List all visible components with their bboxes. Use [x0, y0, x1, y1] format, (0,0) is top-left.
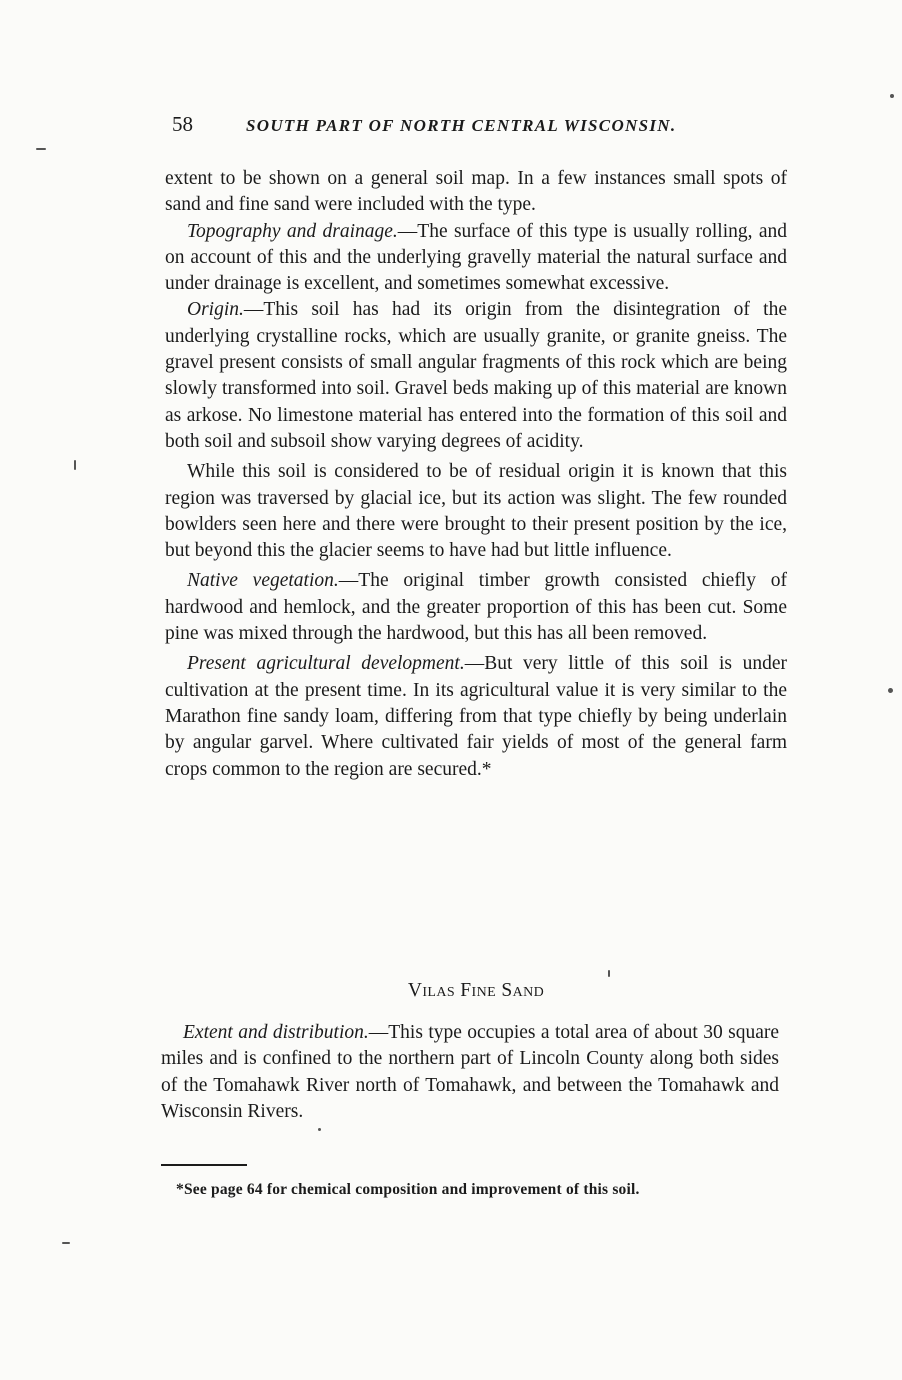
topography-paragraph: [165, 219, 787, 298]
scan-speck: [36, 148, 46, 150]
agriculture-text: —But very little of this soil is under cultivation at the present time. In its agricultural value it is very similar to the Marathon fine sandy loam, differing from that type chiefly by being underlain by angular garvel. Where cultivated fair yields of most of the general farm crops common to the region are secured.*: [165, 653, 787, 780]
extent-text: —This type occupies a total area of about 30 square miles and is confined to the northern part of Lincoln County along both sides of the Tomahawk River north of Tomahawk, and between the Tomahawk and Wisconsin Rivers.: [161, 1022, 779, 1122]
agriculture-heading: Present agricultural development.: [187, 653, 465, 675]
vegetation-heading: Native vegetation.: [187, 570, 339, 592]
footnote-text: *See page 64 for chemical composition and improvement of this soil.: [176, 1181, 640, 1198]
agriculture-paragraph: [165, 651, 787, 782]
extent-paragraph: [161, 1020, 779, 1125]
scan-speck: [888, 688, 893, 693]
extent-heading: Extent and distribution.: [183, 1022, 369, 1043]
scan-speck: [318, 1128, 321, 1131]
soil-description-body: [165, 166, 787, 783]
page-number: 58: [172, 112, 193, 136]
scan-speck: [74, 460, 76, 470]
intro-paragraph: extent to be shown on a general soil map. In a few instances small spots of sand and fine sand were included with the type.: [165, 168, 787, 216]
vegetation-text: —The original timber growth consisted chiefly of hardwood and hemlock, and the greater proportion of this has been cut. Some pine was mixed through the hardwood, but this has all been removed.: [165, 570, 787, 645]
scan-speck: [890, 94, 894, 98]
origin-paragraph: [165, 297, 787, 455]
section-title: Vilas Fine Sand: [407, 980, 545, 1001]
footnote-divider: [161, 1164, 247, 1166]
origin-heading: Origin.: [187, 299, 244, 321]
origin-text: —This soil has had its origin from the disintegration of the underlying crystalline rocks, which are usually granite, or granite gneiss. The gravel present consists of small angular fragments of this rock which are being slowly transformed into soil. Gravel beds making up of this material are known as arkose. No limestone material has entered into the formation of this soil and both soil and subsoil show varying degrees of acidity.: [165, 299, 787, 452]
topography-text: —The surface of this type is usually rolling, and on account of this and the underlying gravelly material the natural surface and under drainage is excellent, and sometimes somewhat excessive.: [165, 220, 787, 295]
running-head: SOUTH PART OF NORTH CENTRAL WISCONSIN.: [246, 116, 677, 135]
vilas-section-body: [161, 1020, 779, 1125]
vegetation-paragraph: [165, 568, 787, 647]
footnote: [159, 1180, 779, 1199]
glacial-paragraph: While this soil is considered to be of residual origin it is known that this region was traversed by glacial ice, but its action was slight. The few rounded bowlders seen here and there were brought to their present position by the ice, but beyond this the glacier seems to have had but little influence.: [165, 461, 787, 562]
scan-speck: [608, 970, 610, 977]
scan-speck: [62, 1242, 70, 1244]
topography-heading: Topography and drainage.: [187, 220, 398, 242]
